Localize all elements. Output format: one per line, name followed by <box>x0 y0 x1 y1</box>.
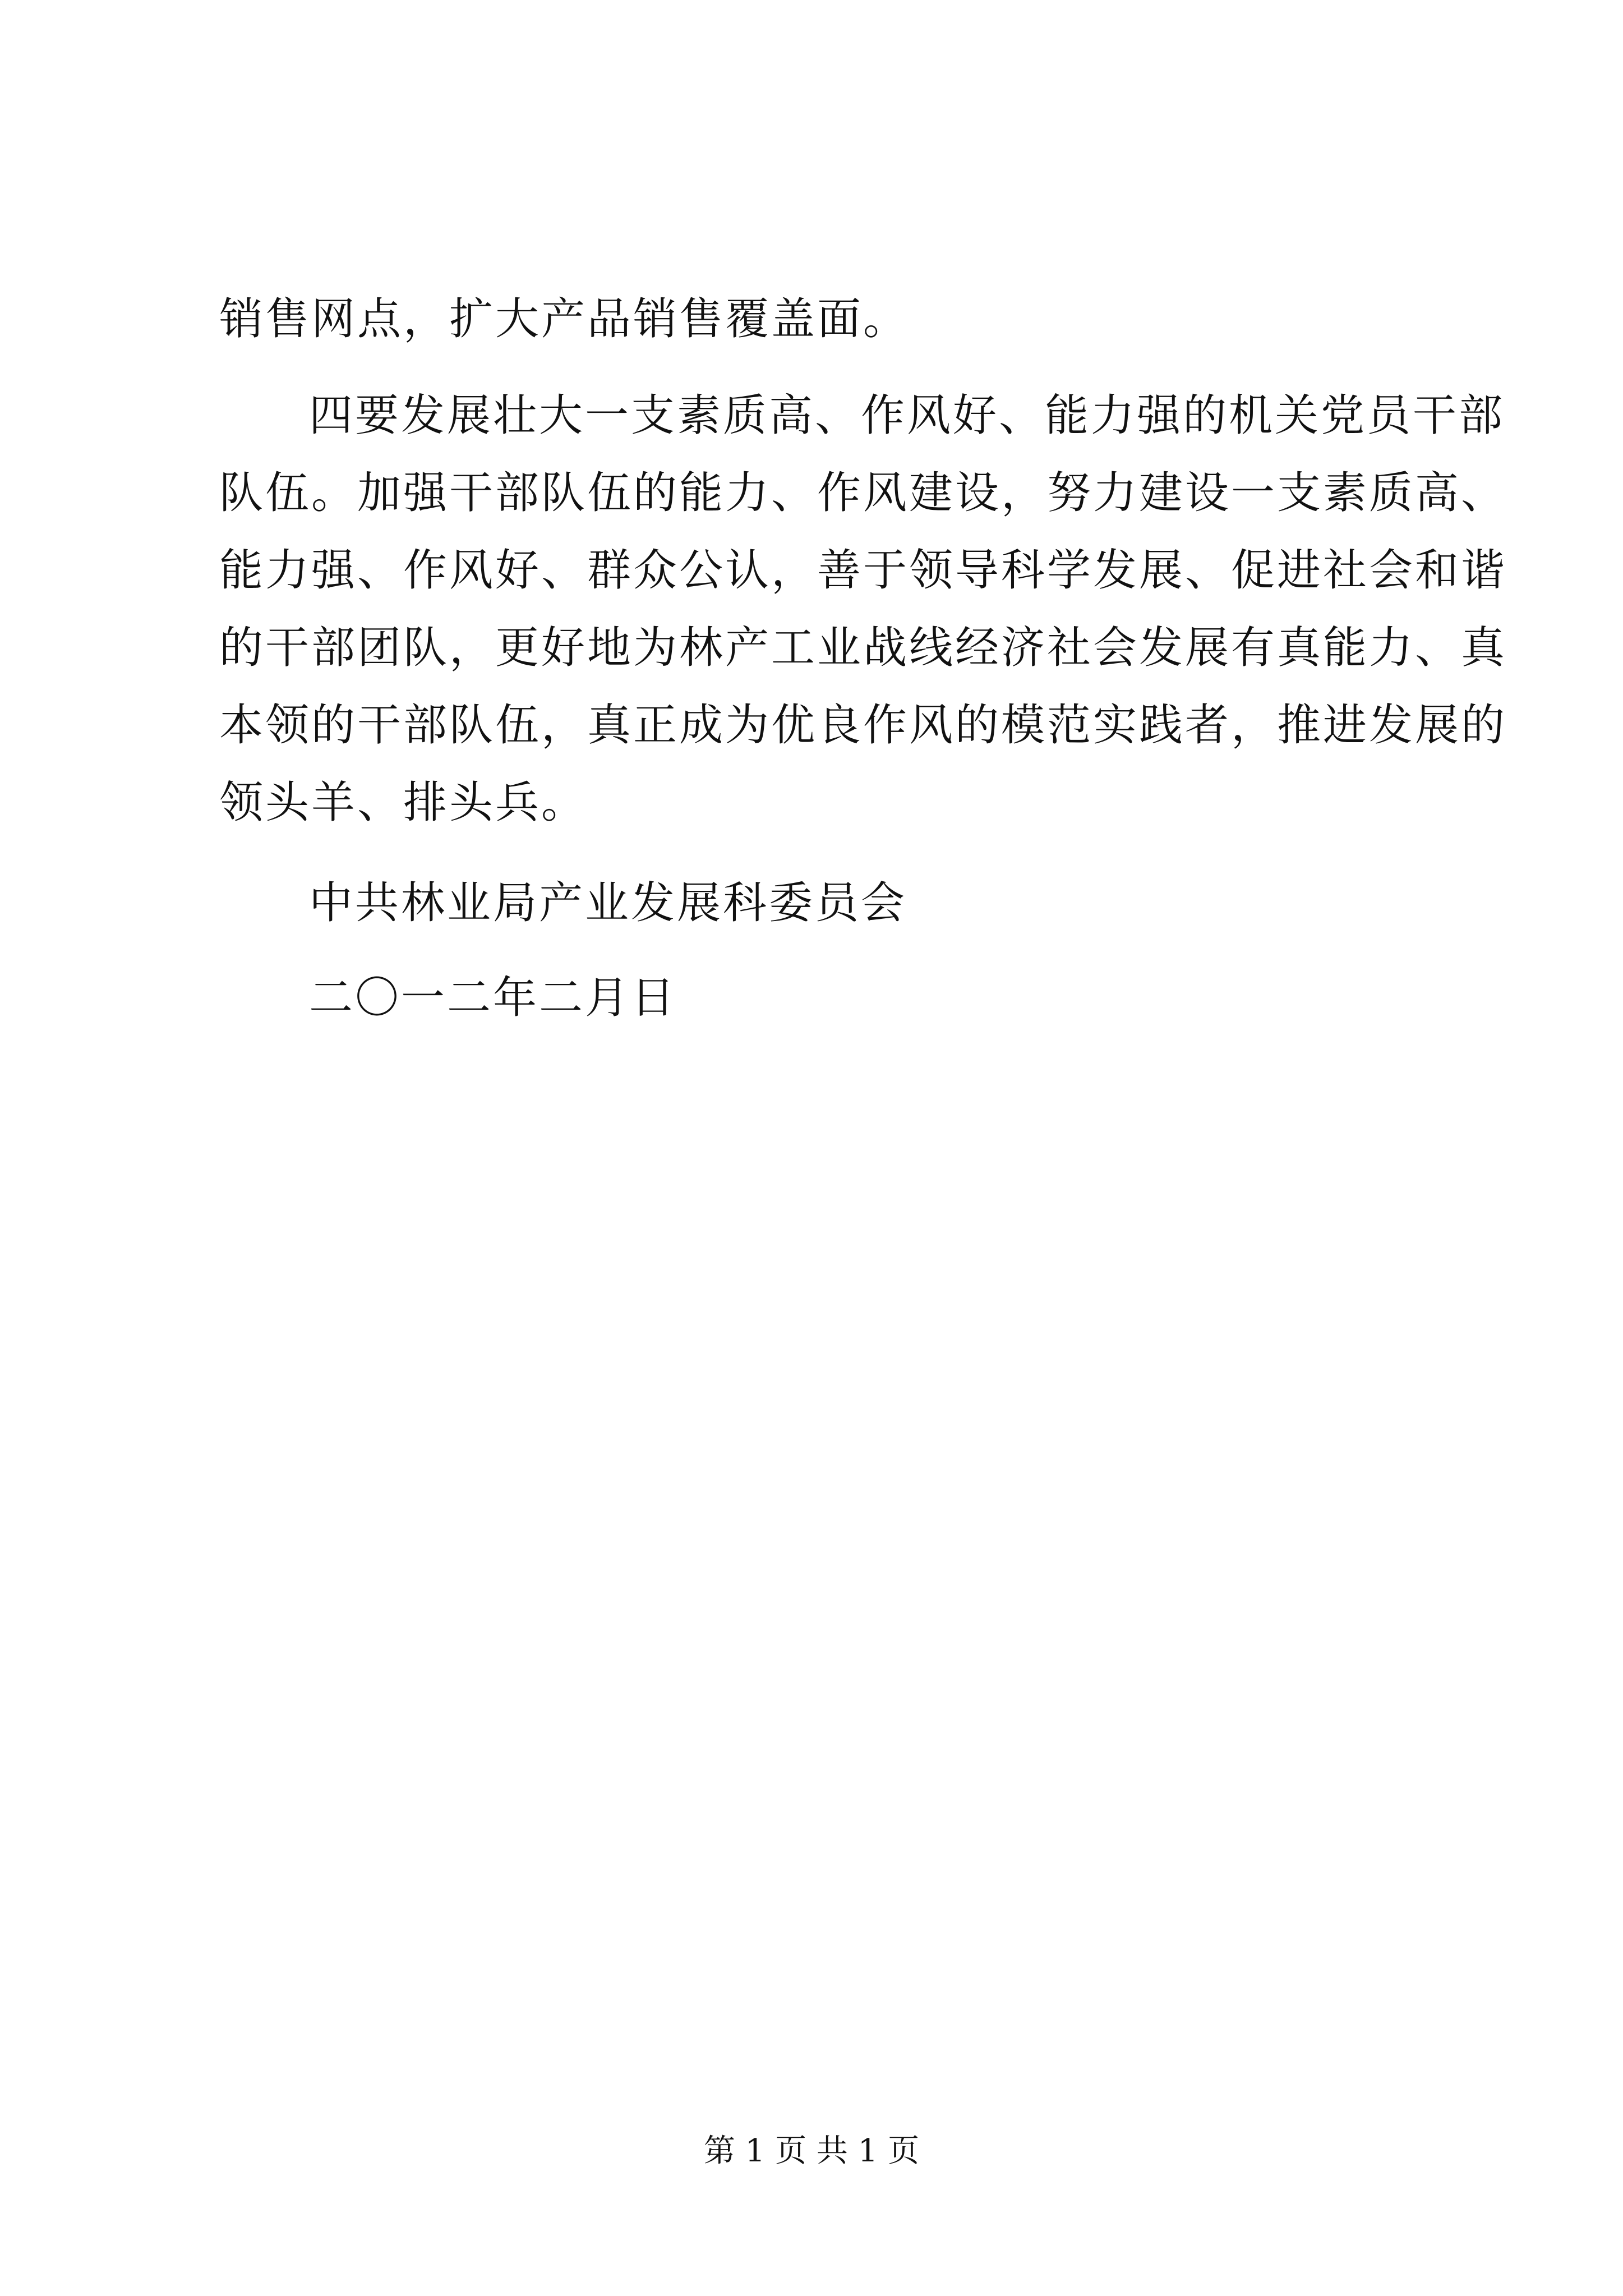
page-number: 第 1 页 共 1 页 <box>703 2133 920 2169</box>
paragraph-line: 销售网点，扩大产品销售覆盖面。 <box>219 294 910 344</box>
paragraph-line: 四要发展壮大一支素质高、作风好、能力强的机关党员干部 <box>309 390 1505 441</box>
signature-date: 二〇一二年二月日 <box>309 973 677 1023</box>
paragraph-line: 能力强、作风好、群众公认，善于领导科学发展、促进社会和谐 <box>219 545 1507 596</box>
paragraph-line: 领头羊、排头兵。 <box>219 777 588 828</box>
paragraph-line: 队伍。加强干部队伍的能力、作风建设，努力建设一支素质高、 <box>219 468 1507 518</box>
paragraph-line: 的干部团队，更好地为林产工业战线经济社会发展有真能力、真 <box>219 623 1507 673</box>
signature-organization: 中共林业局产业发展科委员会 <box>309 878 907 928</box>
paragraph-line: 本领的干部队伍，真正成为优良作风的模范实践者，推进发展的 <box>219 700 1507 751</box>
